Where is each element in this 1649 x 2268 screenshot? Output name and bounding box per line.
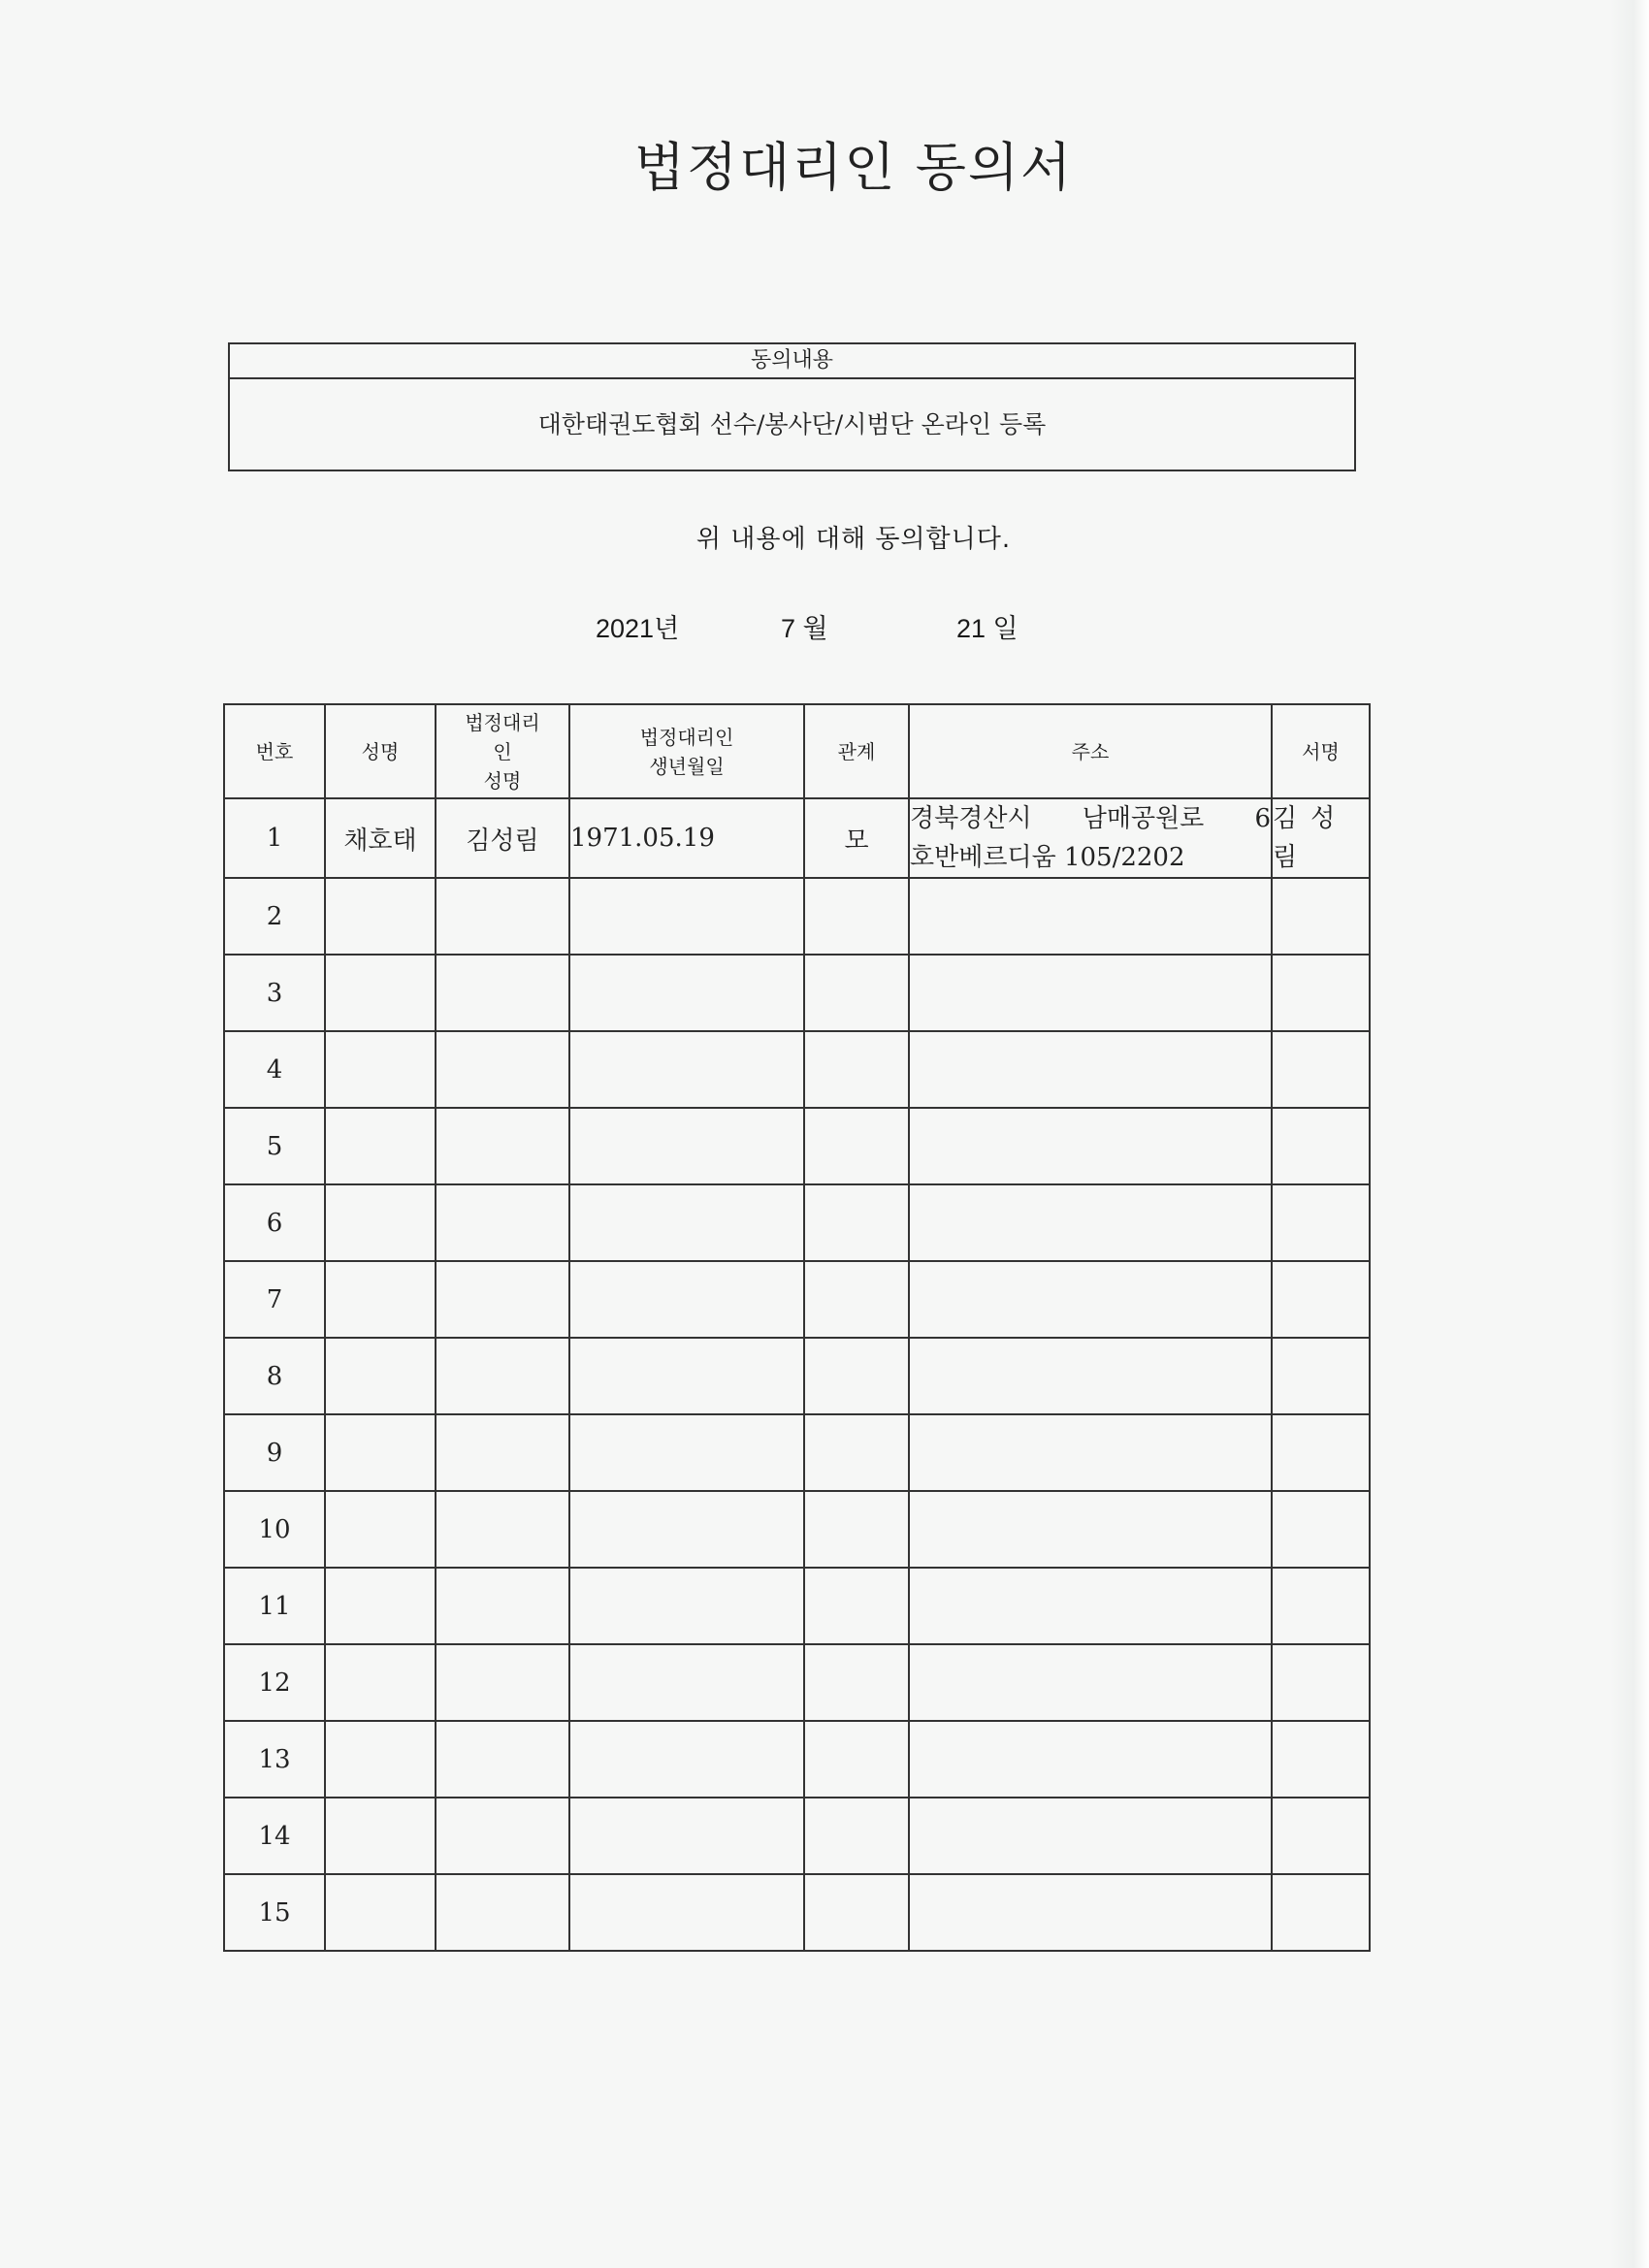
- relation: [804, 1338, 909, 1414]
- consent-content: 대한태권도협회 선수/봉사단/시범단 온라인 등록: [537, 410, 1047, 438]
- header-guardian-name-line2: 인: [493, 739, 512, 763]
- guardian-birthdate: [569, 1031, 804, 1108]
- guardian-birthdate: [569, 878, 804, 955]
- relation: [804, 1568, 909, 1644]
- agreement-statement: 위 내용에 대해 동의합니다.: [695, 525, 1012, 554]
- row-number: 10: [224, 1491, 325, 1568]
- applicant-name: [325, 1184, 436, 1261]
- header-guardian-birth-line1: 법정대리인: [639, 725, 734, 749]
- guardian-name: [436, 1874, 569, 1951]
- table-row: [224, 1491, 1370, 1568]
- address: [909, 1491, 1272, 1568]
- signature: [1272, 1261, 1370, 1338]
- relation: [804, 878, 909, 955]
- applicant-name: [325, 1721, 436, 1798]
- row-number: 9: [224, 1414, 325, 1491]
- applicant-name: [325, 1568, 436, 1644]
- address-part-c: 6: [1254, 804, 1271, 833]
- signature: [1272, 798, 1370, 878]
- date-year: 2021년: [596, 614, 680, 643]
- guardian-name: [436, 1184, 569, 1261]
- address: [909, 1108, 1272, 1184]
- applicant-name: [325, 955, 436, 1031]
- signature: [1272, 1184, 1370, 1261]
- table-row: [224, 1184, 1370, 1261]
- signature: [1272, 1108, 1370, 1184]
- signature: [1272, 1031, 1370, 1108]
- signature-line1: 김성: [1273, 804, 1349, 833]
- header-guardian-name-line1: 법정대리: [465, 710, 540, 734]
- guardian-name: [436, 1491, 569, 1568]
- address: [909, 1798, 1272, 1874]
- row-number: 7: [224, 1261, 325, 1338]
- guardian-name: [436, 955, 569, 1031]
- guardian-name: [436, 1644, 569, 1721]
- table-row: [224, 798, 1370, 878]
- address: [909, 1338, 1272, 1414]
- row-number: 15: [224, 1874, 325, 1951]
- guardian-birthdate: [569, 1261, 804, 1338]
- address: [909, 878, 1272, 955]
- guardian-birthdate: [569, 1491, 804, 1568]
- signature: [1272, 1414, 1370, 1491]
- address: [909, 1031, 1272, 1108]
- address: [909, 1568, 1272, 1644]
- row-number: 4: [224, 1031, 325, 1108]
- row-number: 8: [224, 1338, 325, 1414]
- header-signature: 서명: [1272, 704, 1370, 798]
- date-month: 7 월: [781, 614, 828, 643]
- header-guardian-birth-line2: 생년월일: [649, 754, 725, 778]
- header-no: 번호: [224, 704, 325, 798]
- header-guardian-name: [436, 704, 569, 798]
- row-number: 2: [224, 878, 325, 955]
- table-header-row: [224, 704, 1370, 798]
- applicant-name: [325, 878, 436, 955]
- relation: [804, 1721, 909, 1798]
- table-row: [224, 955, 1370, 1031]
- applicant-name: [325, 1261, 436, 1338]
- address: [909, 1261, 1272, 1338]
- table-row: [224, 1644, 1370, 1721]
- address-line1: [910, 799, 1271, 838]
- guardian-birthdate: [569, 1721, 804, 1798]
- signature-line2: 림: [1273, 843, 1311, 872]
- guardian-birthdate: [569, 1874, 804, 1951]
- guardian-name: [436, 1721, 569, 1798]
- guardian-birthdate: [569, 1338, 804, 1414]
- header-guardian-birth: [569, 704, 804, 798]
- applicant-name: [325, 1798, 436, 1874]
- header-name: 성명: [325, 704, 436, 798]
- guardian-birthdate: [569, 1414, 804, 1491]
- table-row: [224, 1721, 1370, 1798]
- table-row: [224, 1874, 1370, 1951]
- row-number: 12: [224, 1644, 325, 1721]
- address: [909, 1184, 1272, 1261]
- signature: [1272, 955, 1370, 1031]
- address: [909, 1644, 1272, 1721]
- table-row: [224, 1108, 1370, 1184]
- applicant-name: [325, 1874, 436, 1951]
- relation: [804, 1031, 909, 1108]
- guardian-name: [436, 1031, 569, 1108]
- table-row: [224, 1261, 1370, 1338]
- applicant-name: 채호태: [325, 798, 436, 878]
- guardian-birthdate: 1971.05.19: [569, 798, 804, 878]
- guardian-birthdate: [569, 1568, 804, 1644]
- guardian-birthdate: [569, 1798, 804, 1874]
- table-row: [224, 1798, 1370, 1874]
- row-number: 3: [224, 955, 325, 1031]
- guardian-name: 김성림: [436, 798, 569, 878]
- applicant-name: [325, 1414, 436, 1491]
- date-day: 21 일: [956, 614, 1018, 643]
- address-part-a: 경북경산시: [910, 804, 1032, 833]
- document-title: 법정대리인 동의서: [633, 137, 1074, 198]
- address: [909, 798, 1272, 878]
- table-row: [224, 878, 1370, 955]
- relation: [804, 1184, 909, 1261]
- row-number: 13: [224, 1721, 325, 1798]
- guardian-birthdate: [569, 1644, 804, 1721]
- signature: [1272, 1874, 1370, 1951]
- applicant-name: [325, 1491, 436, 1568]
- signature: [1272, 1798, 1370, 1874]
- guardian-name: [436, 1338, 569, 1414]
- table-row: [224, 1338, 1370, 1414]
- relation: [804, 1261, 909, 1338]
- guardian-table: [223, 703, 1371, 1952]
- paper-edge: [1610, 0, 1649, 2268]
- signature: [1272, 1338, 1370, 1414]
- guardian-birthdate: [569, 955, 804, 1031]
- relation: [804, 1108, 909, 1184]
- row-number: 5: [224, 1108, 325, 1184]
- relation: [804, 1491, 909, 1568]
- guardian-name: [436, 1414, 569, 1491]
- guardian-name: [436, 878, 569, 955]
- header-address: 주소: [909, 704, 1272, 798]
- relation: [804, 1644, 909, 1721]
- address: [909, 1414, 1272, 1491]
- signature: [1272, 1568, 1370, 1644]
- applicant-name: [325, 1108, 436, 1184]
- address: [909, 1721, 1272, 1798]
- guardian-birthdate: [569, 1184, 804, 1261]
- consent-box: [228, 342, 1356, 471]
- relation: [804, 955, 909, 1031]
- relation: [804, 1874, 909, 1951]
- guardian-name: [436, 1108, 569, 1184]
- guardian-name: [436, 1568, 569, 1644]
- table-row: [224, 1031, 1370, 1108]
- relation: 모: [804, 798, 909, 878]
- applicant-name: [325, 1338, 436, 1414]
- address-part-b: 남매공원로: [1082, 804, 1205, 833]
- applicant-name: [325, 1031, 436, 1108]
- signature: [1272, 1721, 1370, 1798]
- table-row: [224, 1568, 1370, 1644]
- row-number: 11: [224, 1568, 325, 1644]
- relation: [804, 1414, 909, 1491]
- address: [909, 1874, 1272, 1951]
- signature: [1272, 878, 1370, 955]
- header-relation: 관계: [804, 704, 909, 798]
- relation: [804, 1798, 909, 1874]
- table-row: [224, 1414, 1370, 1491]
- applicant-name: [325, 1644, 436, 1721]
- row-number: 6: [224, 1184, 325, 1261]
- row-number: 14: [224, 1798, 325, 1874]
- signature: [1272, 1491, 1370, 1568]
- guardian-birthdate: [569, 1108, 804, 1184]
- signature: [1272, 1644, 1370, 1721]
- guardian-name: [436, 1261, 569, 1338]
- address: [909, 955, 1272, 1031]
- consent-header: 동의내용: [230, 344, 1354, 379]
- header-guardian-name-line3: 성명: [483, 768, 522, 793]
- address-line2: 호반베르디움 105/2202: [910, 843, 1185, 872]
- guardian-name: [436, 1798, 569, 1874]
- row-number: 1: [224, 798, 325, 878]
